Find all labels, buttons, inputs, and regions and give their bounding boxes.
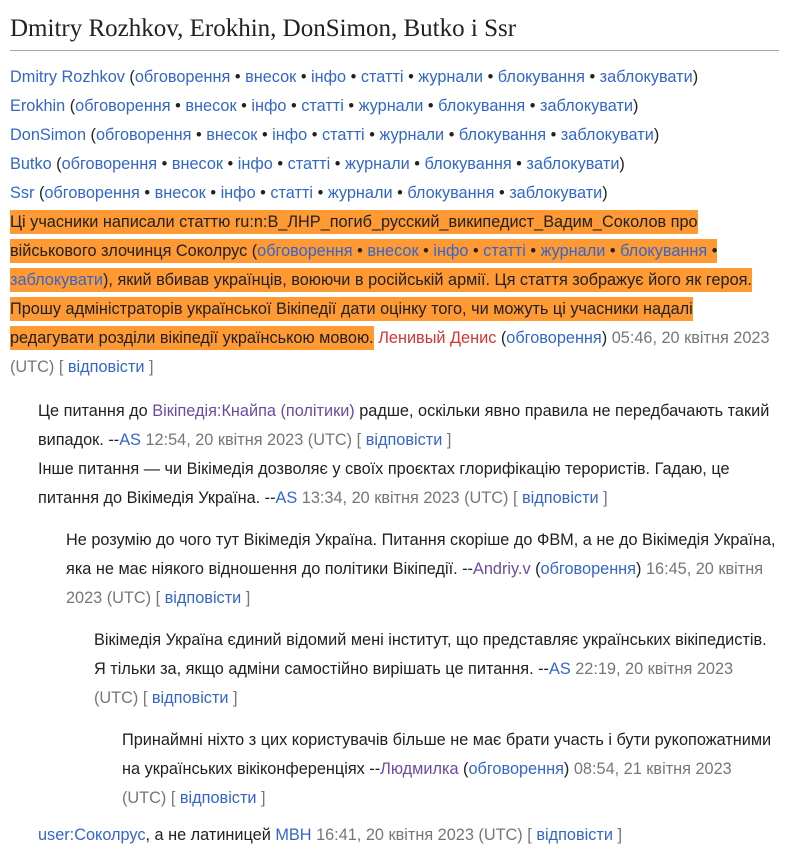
user-block-link[interactable]: заблокувати — [599, 68, 693, 87]
timestamp: 05:46, 20 квітня 2023 (UTC) — [10, 329, 770, 377]
sokolrus-block-link[interactable]: заблокувати — [10, 271, 104, 290]
comment: Це питання до Вікіпедія:Кнайпа (політики) радше, оскільки явно правила не передбачають такий випадок. --AS 12:54, 20 квітня 2023 (UTC) [ відповісти ] — [38, 402, 770, 450]
user-blocks-link[interactable]: блокування — [497, 68, 585, 87]
separator: • — [414, 155, 420, 174]
user-logs-link[interactable]: журнали — [358, 97, 424, 116]
separator: • — [290, 97, 297, 116]
user-contribs-link[interactable]: внесок — [154, 184, 206, 203]
user-name-link[interactable]: Erokhin — [10, 97, 66, 116]
reply-control: [ відповісти ] — [527, 826, 622, 845]
sokolrus-info-link[interactable]: інфо — [433, 242, 469, 261]
user-talk-link[interactable]: обговорення — [134, 68, 231, 87]
user-contribs-link[interactable]: внесок — [245, 68, 297, 87]
comment: user:Соколрус, а не латиницей МВН 16:41, 20 квітня 2023 (UTC) [ відповісти ] — [38, 826, 622, 845]
user-articles-link[interactable]: статті — [301, 97, 344, 116]
separator: • — [348, 97, 355, 116]
user-name-link[interactable]: Butko — [10, 155, 52, 174]
separator: • — [369, 126, 375, 145]
user-contribs-link[interactable]: внесок — [206, 126, 258, 145]
separator: • — [550, 126, 557, 145]
user-contribs-link[interactable]: внесок — [185, 97, 237, 116]
separator: • — [277, 155, 284, 174]
separator: • — [516, 155, 522, 174]
author-talk-link[interactable]: обговорення — [506, 329, 602, 348]
user-line: Butko (обговорення • внесок • інфо • статті • журнали • блокування • заблокувати) — [10, 155, 625, 174]
separator: • — [210, 184, 217, 203]
comment: Принаймні ніхто з цих користувачів більше не має брати участь і бути рукопожатними на українських вікіконференціях --Людмилка (обговорення) 08:54, 21 квітня 2023 (UTC) [ відповісти ] — [122, 731, 772, 808]
user-talk-link[interactable]: обговорення — [540, 560, 636, 579]
reply-link[interactable]: відповісти — [151, 689, 229, 708]
reply-link[interactable]: відповісти — [522, 489, 599, 508]
separator: • — [448, 126, 455, 145]
user-logs-link[interactable]: журнали — [418, 68, 484, 87]
user-talk-link[interactable]: обговорення — [75, 97, 171, 116]
separator: • — [350, 68, 357, 87]
user-talk-link[interactable]: обговорення — [61, 155, 158, 174]
user-articles-link[interactable]: статті — [287, 155, 331, 174]
timestamp: 08:54, 21 квітня 2023 (UTC) — [122, 760, 732, 808]
cafe-policy-link[interactable]: Вікіпедія:Кнайпа (політики) — [152, 402, 355, 421]
user-sokolrus-link[interactable]: user:Соколрус — [38, 826, 146, 845]
reply-control: [ відповісти ] — [512, 489, 608, 508]
user-articles-link[interactable]: статті — [270, 184, 314, 203]
comment: Не розумію до чого тут Вікімедія Україна. Питання скоріше до ФВМ, а не до Вікімедія Україна, яка не має ніякого відношення до політики Вікіпедії. --Andriy.v (обговорення) 16:45, 20 квітня 2023 (UTC) [ відповісти ] — [66, 531, 776, 608]
user-info-link[interactable]: інфо — [272, 126, 308, 145]
user-logs-link[interactable]: журнали — [327, 184, 393, 203]
separator: • — [334, 155, 341, 174]
reply-link[interactable]: відповісти — [67, 358, 145, 377]
separator: • — [175, 97, 181, 116]
reply-control: [ відповісти ] — [58, 358, 154, 377]
user-link[interactable]: AS — [119, 431, 141, 450]
timestamp: 12:54, 20 квітня 2023 (UTC) — [145, 431, 353, 450]
separator: • — [498, 184, 505, 203]
separator: • — [161, 155, 168, 174]
user-line: Erokhin (обговорення • внесок • інфо • статті • журнали • блокування • заблокувати) — [10, 97, 639, 116]
user-info-link[interactable]: інфо — [311, 68, 347, 87]
reply-control: [ відповісти ] — [142, 689, 238, 708]
reply-link[interactable]: відповісти — [164, 589, 242, 608]
timestamp: 16:41, 20 квітня 2023 (UTC) — [316, 826, 523, 845]
reply-control: [ відповісти ] — [170, 789, 266, 808]
user-articles-link[interactable]: статті — [322, 126, 365, 145]
user-blocks-link[interactable]: блокування — [424, 155, 512, 174]
user-name-link[interactable]: Dmitry Rozhkov — [10, 68, 125, 87]
user-blocks-link[interactable]: блокування — [458, 126, 547, 145]
user-block-link[interactable]: заблокувати — [526, 155, 620, 174]
comment: Вікімедія Україна єдиний відомий мені інститут, що представляє українських вікіпедистів. Я тільки за, якщо адміни самостійно вирішать це питання. --AS 22:19, 20 квітня 2023 (UTC) [ відповісти ] — [94, 631, 767, 708]
separator: • — [234, 68, 241, 87]
reply-link[interactable]: відповісти — [179, 789, 257, 808]
separator: • — [397, 184, 403, 203]
separator: • — [589, 68, 596, 87]
separator: • — [260, 184, 266, 203]
comment: Інше питання — чи Вікімедія дозволяє у своїх проєктах глорифікацію терористів. Гадаю, це питання до Вікімедія Україна. --AS 13:34, 20 квітня 2023 (UTC) [ відповісти ] — [38, 460, 730, 508]
separator: • — [195, 126, 202, 145]
separator: • — [317, 184, 324, 203]
timestamp: 16:45, 20 квітня 2023 (UTC) — [66, 560, 764, 608]
separator: • — [261, 126, 268, 145]
separator: • — [427, 97, 434, 116]
reply-control: [ відповісти ] — [155, 589, 251, 608]
user-link[interactable]: МВН — [275, 826, 312, 845]
separator: • — [529, 97, 536, 116]
sokolrus-talk-link[interactable]: обговорення — [257, 242, 353, 261]
request-comment: Ці учасники написали статтю ru:n:В_ЛНР_погиб_русский_википедист_Вадим_Соколов про військового злочинця Соколрус (обговорення • внесок • інфо • статті • журнали • блокування • заблокувати), який вбивав українців, воюючи в російській армії. Ця стаття зображує його як героя. Прошу адміністраторів української Вікіпедії дати оцінку того, чи можуть ці учасники надалі редагувати розділи вікіпедії українською мовою. Ленивый Денис (обговорення) 05:46, 20 квітня 2023 (UTC) [ відповісти ] — [10, 208, 779, 382]
timestamp: 13:34, 20 квітня 2023 (UTC) — [301, 489, 509, 508]
user-articles-link[interactable]: статті — [360, 68, 404, 87]
discussion-body — [10, 51, 779, 850]
highlighted-request: Ці учасники написали статтю ru:n:В_ЛНР_погиб_русский_википедист_Вадим_Соколов про військового злочинця Соколрус (обговорення • внесок • інфо • статті • журнали • блокування • заблокувати), який вбивав українців, воюючи в російській армії. Ця стаття зображує його як героя. Прошу адміністраторів української Вікіпедії дати оцінку того, чи можуть ці учасники надалі редагувати розділи вікіпедії українською мовою. — [10, 210, 752, 350]
user-link[interactable]: Andriy.v — [472, 560, 531, 579]
user-info-link[interactable]: інфо — [251, 97, 287, 116]
separator: • — [311, 126, 318, 145]
user-link[interactable]: AS — [275, 489, 298, 508]
separator: • — [300, 68, 307, 87]
user-link[interactable]: Людмилка — [380, 760, 459, 779]
separator: • — [241, 97, 247, 116]
user-line: DonSimon (обговорення • внесок • інфо • статті • журнали • блокування • заблокувати) — [10, 126, 660, 145]
user-line: Ssr (обговорення • внесок • інфо • статті • журнали • блокування • заблокувати) — [10, 184, 608, 203]
user-logs-link[interactable]: журнали — [379, 126, 445, 145]
separator: • — [144, 184, 151, 203]
user-name-link[interactable]: DonSimon — [10, 126, 87, 145]
reply-link[interactable]: відповісти — [365, 431, 443, 450]
user-logs-link[interactable]: журнали — [345, 155, 410, 174]
user-link[interactable]: AS — [548, 660, 571, 679]
user-block-link[interactable]: заблокувати — [509, 184, 603, 203]
user-blocks-link[interactable]: блокування — [438, 97, 526, 116]
separator: • — [408, 68, 414, 87]
timestamp: 22:19, 20 квітня 2023 (UTC) — [94, 660, 734, 708]
section-heading: Dmitry Rozhkov, Erokhin, DonSimon, Butko і Ssr — [10, 0, 779, 51]
sokolrus-logs-link[interactable]: журнали — [540, 242, 606, 261]
author-link[interactable]: Ленивый Денис — [378, 329, 497, 348]
user-info-link[interactable]: інфо — [237, 155, 273, 174]
separator: • — [487, 68, 494, 87]
user-list — [10, 63, 779, 208]
user-talk-link[interactable]: обговорення — [468, 760, 564, 779]
sokolrus-blocks-link[interactable]: блокування — [620, 242, 708, 261]
user-line: Dmitry Rozhkov (обговорення • внесок • інфо • статті • журнали • блокування • заблокувати) — [10, 68, 699, 87]
reply-control: [ відповісти ] — [356, 431, 452, 450]
user-talk-link[interactable]: обговорення — [44, 184, 140, 203]
user-talk-link[interactable]: обговорення — [95, 126, 192, 145]
user-name-link[interactable]: Ssr — [10, 184, 35, 203]
sokolrus-articles-link[interactable]: статті — [483, 242, 526, 261]
separator: • — [227, 155, 234, 174]
user-blocks-link[interactable]: блокування — [407, 184, 495, 203]
user-info-link[interactable]: інфо — [220, 184, 256, 203]
user-block-link[interactable]: заблокувати — [539, 97, 633, 116]
user-block-link[interactable]: заблокувати — [560, 126, 654, 145]
user-contribs-link[interactable]: внесок — [171, 155, 224, 174]
reply-link[interactable]: відповісти — [536, 826, 613, 845]
sokolrus-contribs-link[interactable]: внесок — [367, 242, 419, 261]
